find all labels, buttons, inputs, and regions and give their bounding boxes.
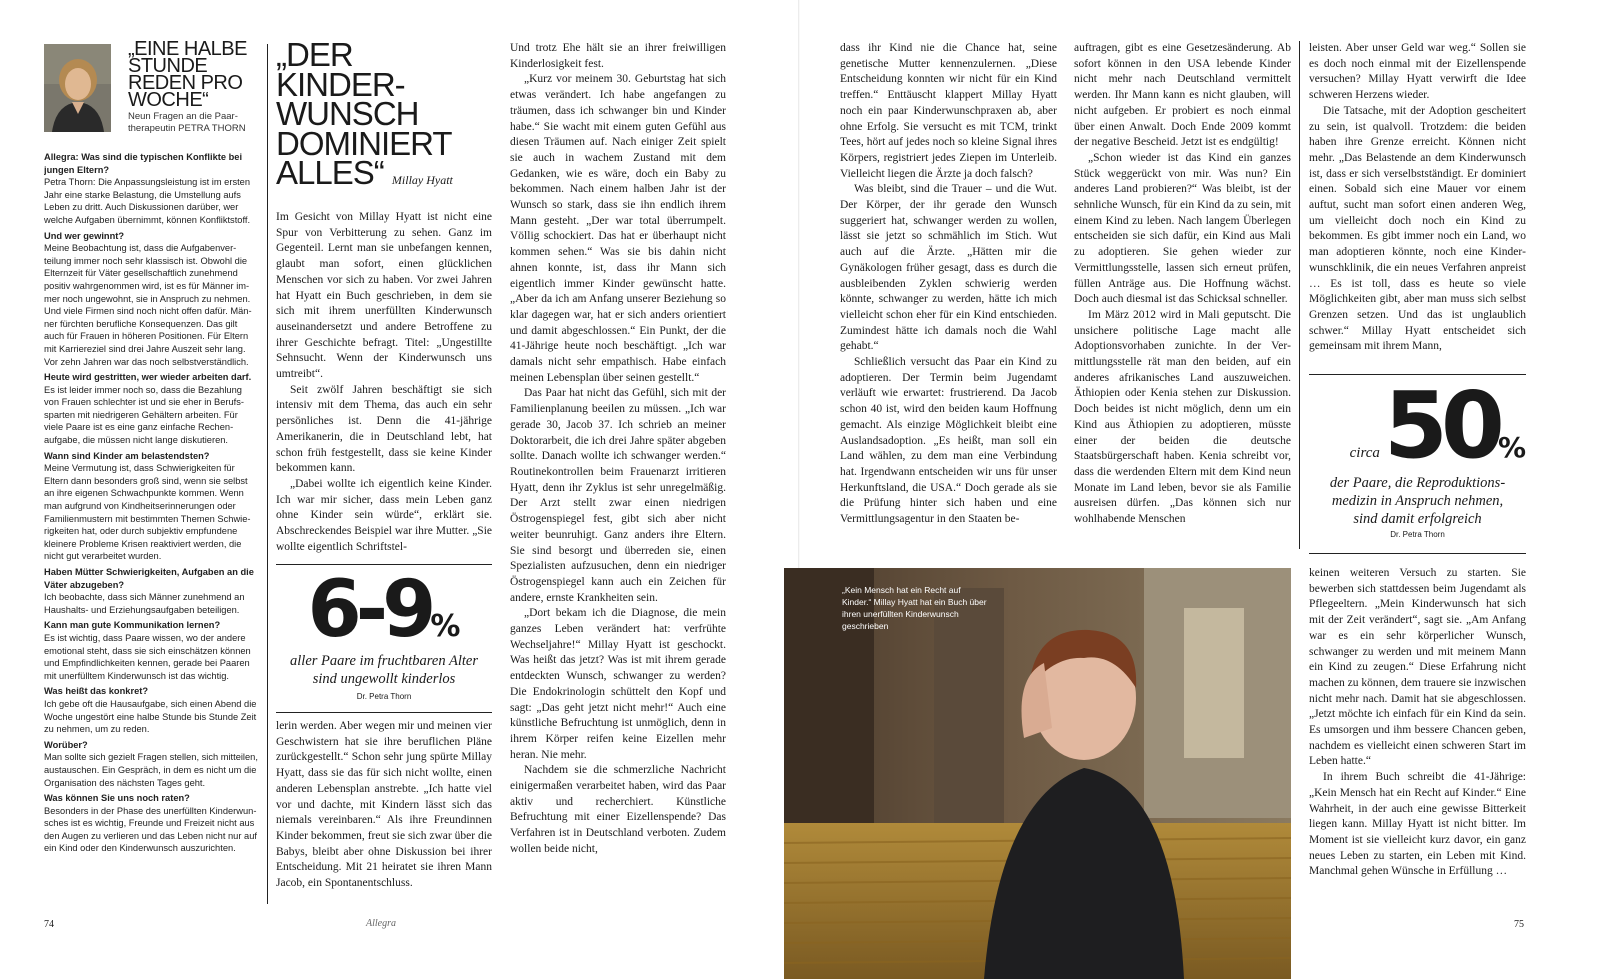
interview-answer: Man sollte sich gezielt Fragen stellen, sich mitteilen, austauschen. Ein Gespräch, in dem es nicht um die Organisation des nächsten Tages geht. (44, 752, 258, 788)
article-rcol3-paragraph: Die Tatsache, mit der Adoption gescheitert zu sein, ist qualvoll. Trotzdem: die beiden haben ihre Grenze erreicht. Können nicht mehr. „Das Belastende an dem Kinderwunsch ist, dass er sich verselbstständigt. Er dominiert einen. Sobald sich eine Mauer vor einem auftut, sucht man sofort einen anderen Weg, um vielleicht doch noch ein Kind zu bekommen. Es gibt immer noch ein Land, wo man adoptieren könnte, noch eine Kinderwunschklinik, die ein neues Verfahren anpreist … Es ist toll, dass es heute so viele Möglichkeiten gibt, aber man muss sich selbst Grenzen setzen. Und das ist unglaublich schwer.“ Millay Hyatt entscheidet sich gemeinsam mit ihrem Mann, (1309, 104, 1526, 353)
interview-question: Haben Mütter Schwierigkeiten, Aufgaben an die Väter abzugeben? (44, 567, 254, 590)
article-rcol3b-paragraph: In ihrem Buch schreibt die 41-Jährige: „Kein Mensch hat ein Recht auf Kinder.“ Eine Wahrheit, in der auch eine gewisse Bitterkeit liegen kann. Millay Hyatt ist nicht bitter. Im Moment ist sie vielleicht kurz davor, ein ganz neues Leben zu starten, ein Leben mit Kind. Manchmal gehen Wünsche in Erfüllung … (1309, 771, 1526, 878)
article-right-column-3 (1309, 41, 1526, 365)
headline-line-4: DOMINIERT (276, 124, 452, 162)
therapist-portrait (44, 44, 111, 132)
stat-number (276, 565, 492, 655)
interview-question: Allegra: Was sind die typischen Konflikte bei jungen Eltern? (44, 152, 243, 175)
photo-caption: „Kein Mensch hat ein Recht auf Kinder.“ Millay Hyatt hat ein Buch über ihren unerfüllten Kinderwunsch geschrieben (842, 585, 987, 631)
article-col3-paragraph: Und trotz Ehe hält sie an ihrer freiwilligen Kinderlosigkeit fest. (510, 42, 726, 70)
headline-line-5 (276, 154, 496, 196)
sidebar-title: „EINE HALBE STUNDE REDEN PRO WOCHE“ (128, 38, 247, 111)
stat-box-6-9 (276, 565, 492, 708)
article-column-2-top (276, 210, 492, 558)
article-col3-paragraph: Das Paar hat nicht das Gefühl, sich mit der Familienplanung beeilen zu müssen. „Ich war gerade 30, Jacob 37. Ich schrieb an meiner Doktorarbeit, die ich drei Jahre später abgeben sollte. Danach wollte ich schwanger werden.“ Routinekontrollen beim Frauenarzt irritieren Hyatt, denn ihr Zyklus ist sehr unregelmäßig. Der Arzt stellt zwar einen niedrigen Östrogenspiegel fest, gibt sich aber nicht weiter beunruhigt. Ganz anders ihre Eltern. Sie sind besorgt und überreden sie, einen Spezialisten aufzusuchen, denn ein niedriger Östrogenspiegel kann auch ein Zeichen für andere, ernste Krankheiten sein. (510, 387, 726, 604)
interview-answer: Ich beobachte, dass sich Männer zunehmend an Haushalts- und Erziehungsaufgaben beteiligen. (44, 592, 245, 615)
article-col2-paragraph: Seit zwölf Jahren beschäftigt sie sich intensiv mit dem Thema, das auch ein sehr persönliches ist. Denn die 41-jährige Amerikanerin, die in Deutschland lebt, hat schon früh festgestellt, dass sie keine Kinder bekommen kann. (276, 383, 492, 475)
stat-rule-bottom (276, 712, 492, 713)
interview-question: Was können Sie uns noch raten? (44, 793, 190, 804)
stat-number-value: 6-9 (307, 565, 431, 655)
headline-line-3: WUNSCH (276, 95, 419, 132)
interview-question: Heute wird gestritten, wer wieder arbeiten darf. (44, 372, 252, 383)
page-number-right: 75 (1514, 919, 1524, 930)
headline-line-2: KINDER- (276, 65, 405, 103)
stat2-text-2: medizin in Anspruch nehmen, (1331, 493, 1504, 509)
interview-question: Und wer gewinnt? (44, 230, 125, 241)
article-right-column-1 (840, 41, 1057, 549)
article-rcol1-paragraph: Schließlich versucht das Paar ein Kind zu adoptieren. Der Termin beim Jugendamt verläuft wie erwartet: frustrierend. Da Jacob schon 40 ist, wird den beiden kaum Hoffnung gemacht. Als einzige Möglichkeit bleibt eine Auslandsadoption. „Es heißt, man soll ein Land wählen, zu dem man eine Verbindung hat. Irgendwann entscheiden wir uns für unser Herkunftsland, die USA.“ Doch gerade als sie die Prüfung hinter sich haben und eine Vermittlungsagentur in den Staaten be- (840, 356, 1057, 526)
article-rcol3b-paragraph: keinen weiteren Versuch zu starten. Sie bewerben sich stattdessen beim Jugendamt als Pflegeeltern. „Mein Kinderwunsch hat sich mit der Zeit verändert“, sagt sie. „Am Anfang war es ein sehr körperlicher Wunsch, schwanger zu werden und mit meinem Mann ein Kind zu zeugen.“ Diese Erfahrung nicht machen zu können, dem trauere sie inzwischen nicht mehr nach. Damit hat sie abgeschlossen. „Jetzt möchte ich einfach für ein Kind da sein. Es umsorgen und ihm bessere Chancen geben, nachdem es vielleicht einen schweren Start im Leben hatte.“ (1309, 567, 1526, 768)
interview-answer: Ich gebe oft die Hausaufgabe, sich einen Abend die Woche ungestört eine halbe Stunde bis Stunde Zeit zu nehmen, um zu reden. (44, 698, 257, 735)
stat-number-unit: % (430, 609, 461, 644)
article-right-column-3-bottom (1309, 566, 1526, 910)
footer-logo: Allegra (366, 918, 396, 929)
page-number-left: 74 (44, 919, 54, 930)
interview-question: Was heißt das konkret? (44, 686, 149, 697)
interview-answer: Meine Vermutung ist, dass Schwierigkeiten für Eltern dann besonders groß sind, wenn sie selbst an ihre eigenen Schwachpunkte kommen. Wenn man aufgrund von Kindheitserinnerungen oder Familienmustern mit bestimmten Themen Schwierigkeiten hat, oder durch subjektiv empfundene kleinere Probleme Krisen reaktiviert werden, die nicht gut verarbeitet wurden. (44, 463, 251, 562)
headline-line-5-text: ALLES“ (276, 154, 384, 191)
interview-answer: Besonders in der Phase des unerfüllten Kinderwunsches ist es wichtig, Freunde und Freizeit nicht aus den Augen zu verlieren und das Leben nicht nur auf ein Kind oder den Kinderwunsch auszurichten. (44, 805, 257, 854)
article-col2b-paragraph: lerin werden. Aber wegen mir und meinen vier Geschwistern hat sie ihre beruflichen Pläne zurückgestellt.“ Schon sehr jung spürte Millay Hyatt, dass sie das für sich nicht wollte, einen anderen Lebensplan anstrebte. „Ich hatte viel vor und dachte, mit Kindern lässt sich das niemals vereinbaren.“ Als ihre Freundinnen Kinder bekommen, freut sie sich zwar über die Babys, bleibt aber ohne Diskussion bei ihrer Entscheidung. Mit 21 heiratet sie ihren Mann Jacob, ein Spontanentschluss. (276, 720, 492, 890)
interview-answer: Meine Beobachtung ist, dass die Aufgabenverteilung immer noch sehr klassisch ist. Obwohl die Elternzeit für Väter gesellschaftlich zunehmend positiv wahrgenommen wird, ist es für Männer immer noch ungewohnt, sie in Anspruch zu nehmen. Und viele Firmen sind noch nicht offen dafür. Männer fürchten berufliche Konsequenzen. Das gilt auch für Frauen in höheren Positionen. Für Eltern mit Karriereziel sind drei Jahre Auszeit sehr lang. Vor zehn Jahren war das noch selbstverständlich. (44, 243, 252, 367)
article-column-3 (510, 41, 726, 907)
headline-byline: Millay Hyatt (391, 173, 453, 187)
stat-text-1: aller Paare im fruchtbaren Alter (290, 653, 478, 669)
article-col3-paragraph: „Dort bekam ich die Diagnose, die mein ganzes Leben verändert hat: verfrühte Wechseljahre!“ Millay Hyatt ist geschockt. Was heißt das jetzt? Was ist mit ihrem gerade entdeckten Wunsch, schwanger zu werden? Die Endokrinologin schüttelt den Kopf und sagt: „Das geht jetzt nicht mehr!“ Auch eine künstliche Befruchtung ist unmöglich, denn in ihrem Körper reifen keine Eizellen mehr heran. Nie mehr. (510, 607, 726, 761)
stat2-prefix: circa (1349, 445, 1380, 461)
interview-column (44, 148, 258, 904)
interview-question: Kann man gute Kommunikation lernen? (44, 620, 221, 631)
stat2-source: Dr. Petra Thorn (1390, 530, 1445, 539)
article-rcol3-paragraph: leisten. Aber unser Geld war weg.“ Sollen sie es doch noch einmal mit der Eizellenspende versuchen? Millay Hyatt verwirft die Idee schweren Herzens wieder. (1309, 42, 1526, 102)
article-right-column-2 (1074, 41, 1291, 549)
article-col2-paragraph: „Dabei wollte ich eigentlich keine Kinder. Ich war mir sicher, dass mein Leben ganz ohne Kinder sein würde“, erklärt sie. Abschreckendes Beispiel war ihre Mutter. „Sie wollte eigentlich Schriftstel- (276, 477, 492, 553)
portrait-photo (784, 568, 1291, 979)
headline (276, 36, 496, 196)
article-column-2-bottom (276, 719, 492, 907)
stat2-text-3: sind damit erfolgreich (1353, 511, 1482, 527)
interview-answer: Es ist leider immer noch so, dass die Bezahlung von Frauen schlechter ist und sie eher in Berufssparten mit niedrigeren Gehältern arbeiten. Für viele Paare ist es eine ganz einfache Rechenaufgabe, die müssen nicht lange diskutieren. (44, 384, 244, 446)
column-rule-right (1299, 41, 1300, 549)
stat2-text-1: der Paare, die Reproduktions- (1329, 475, 1506, 491)
sidebar-subtitle: Neun Fragen an die Paartherapeutin PETRA THORN (128, 111, 246, 134)
article-col3-paragraph: Nachdem sie die schmerzliche Nachricht einigermaßen verarbeitet haben, wird das Paar aktiv und recherchiert. Künstliche Befruchtung mit einer Eizellenspende? Das Verfahren ist in Deutschland verboten. Zudem wollen beide nicht, (510, 764, 726, 855)
stat2-number-unit: % (1497, 431, 1526, 464)
stat2-number-value: 50 (1383, 372, 1498, 479)
article-rcol2-paragraph: Im März 2012 wird in Mali geputscht. Die unsichere politische Lage macht alle Adoptionsvorhaben zunichte. In der Vermittlungsstelle rät man den beiden, auf ein anderes afrikanisches Land auszuweichen. Äthiopien oder Kenia stehen zur Diskussion. Doch beides ist nicht möglich, denn um ein Kind aus Äthiopien zu adoptieren, müsste einer der beiden die deutsche Staatsbürgerschaft haben. Kenia schreibt vor, dass die werdenden Eltern mit dem Kind neun Monate im Land leben, bevor sie als Familie ausreisen dürfen. „Das können sich nur wohlhabende Menschen (1074, 308, 1291, 526)
article-col3-paragraph: „Kurz vor meinem 30. Geburtstag hat sich etwas verändert. Ich habe angefangen zu träumen, dass ich schwanger bin und Kinder habe.“ Sie wacht mit einem guten Gefühl aus diesen Träumen auf. Nach einiger Zeit spielt sie auch in wachem Zustand mit dem Gedanken, wie es wäre, doch ein Baby zu bekommen. Nach einem halben Jahr ist der Wunsch so stark, dass sie ihn endlich ihrem Mann gesteht. „Der war total überrumpelt. Völlig schockiert. Das hat er überhaupt nicht kommen sehen.“ Was sie bis dahin nicht ahnen konnte, ist, dass ihr Mann sich eigentlich immer Kinder gewünscht hatte. „Aber da ich am Anfang unserer Beziehung so klar dagegen war, hat er sich anders orientiert und damit abgeschlossen.“ Ein Punkt, der die 41-Jährige heute noch beschäftigt. „Ich war damals nicht sehr empathisch. Habe einfach meinen Lebensplan über seinen gestellt.“ (510, 73, 726, 384)
interview-question: Worüber? (44, 739, 88, 750)
stat2-rule-bottom (1309, 553, 1526, 554)
stat-source: Dr. Petra Thorn (356, 692, 412, 701)
interview-answer: Petra Thorn: Die Anpassungsleistung ist im ersten Jahr eine starke Belastung, die Umstellung aufs Leben zu dritt. Auch Diskussionen darüber, wer welche Aufgaben übernimmt, können Konfliktstoff. (44, 177, 251, 225)
stat2-number-line (1309, 372, 1526, 479)
article-rcol2-paragraph: auftragen, gibt es eine Gesetzesänderung. Ab sofort können in den USA lebende Kinder nicht mehr nach Deutschland vermittelt werden. Ihr Mann kann es nicht glauben, will nicht aufgeben. Er probiert es noch einmal über einen Anwalt. Doch Ende 2009 kommt der negative Bescheid. Jetzt ist es endgültig! (1074, 42, 1291, 149)
stat-box-50 (1309, 372, 1526, 546)
therapist-portrait-illustration (44, 44, 111, 132)
article-rcol2-paragraph: „Schon wieder ist das Kind ein ganzes Stück weggerückt von mir. Was nun? Ein anderes Land probieren?“ Was bleibt, ist der sehnliche Wunsch, für ein Kind da zu sein, mit einem Kind zu leben. Nach langem Überlegen entscheiden sie sich dafür, ein Kind aus Mali zu adoptieren. Sie gehen wieder zur Vermittlungsstelle, lassen sich erneut prüfen, füllen Anträge aus. Die Hoffnung wächst. Doch auch diesmal ist das Schicksal schneller. (1074, 151, 1291, 306)
headline-line-1: „DER (276, 36, 353, 73)
article-rcol1-paragraph: dass ihr Kind nie die Chance hat, seine genetische Mutter kennenzulernen. „Diese Entscheidung konnten wir nicht für ein Kind treffen.“ Enttäuscht klappert Millay Hyatt noch ein paar Kinderwunschpraxen ab, aber ohne Erfolg. Sie versucht es mit TCM, trinkt Tees, hört auf jedes noch so kleine Signal ihres Körpers, registriert jedes Ziepen im Unterleib. Vielleicht liegen die Ärzte ja doch falsch? (840, 42, 1057, 180)
column-rule-left (267, 44, 268, 904)
article-col2-paragraph: Im Gesicht von Millay Hyatt ist nicht eine Spur von Verbitterung zu sehen. Ganz im Gegenteil. Lernt man sie unbefangen kennen, glaubt man sofort, einen glücklichen Menschen vor sich zu haben. Vor zwei Jahren hat Hyatt ein Buch geschrieben, in dem sie sich mit ihrem unerfüllten Kinderwunsch auseinandersetzt und andere Betroffene zu ihrer Geschichte befragt. Titel: „Ungestillte Sehnsucht. Wenn der Kinderwunsch uns umtreibt“. (276, 211, 492, 381)
interview-answer: Es ist wichtig, dass Paare wissen, wo der andere emotional steht, dass sie sich einschätzen können und Empfindlichkeiten kennen, gerade bei Paaren mit unerfülltem Kinderwunsch ist das wichtig. (44, 632, 251, 681)
stat-text-2: sind ungewollt kinderlos (312, 671, 456, 687)
interview-question: Wann sind Kinder am belastendsten? (44, 450, 210, 461)
article-rcol1-paragraph: Was bleibt, sind die Trauer – und die Wut. Der Körper, der ihr gerade den Wunsch suggeriert hat, schwanger werden zu wollen, lässt sie jetzt so schmählich im Stich. Wut auch auf die Ärzte. „Hätten mir die Gynäkologen früher gesagt, dass es durch die ausbleibenden Zyklen schwierig werden könnte, schwanger zu werden, hätte ich mich vielleicht schon eher für ein Kind entschieden. Zumindest hätte ich damals noch die Wahl gehabt.“ (840, 183, 1057, 353)
